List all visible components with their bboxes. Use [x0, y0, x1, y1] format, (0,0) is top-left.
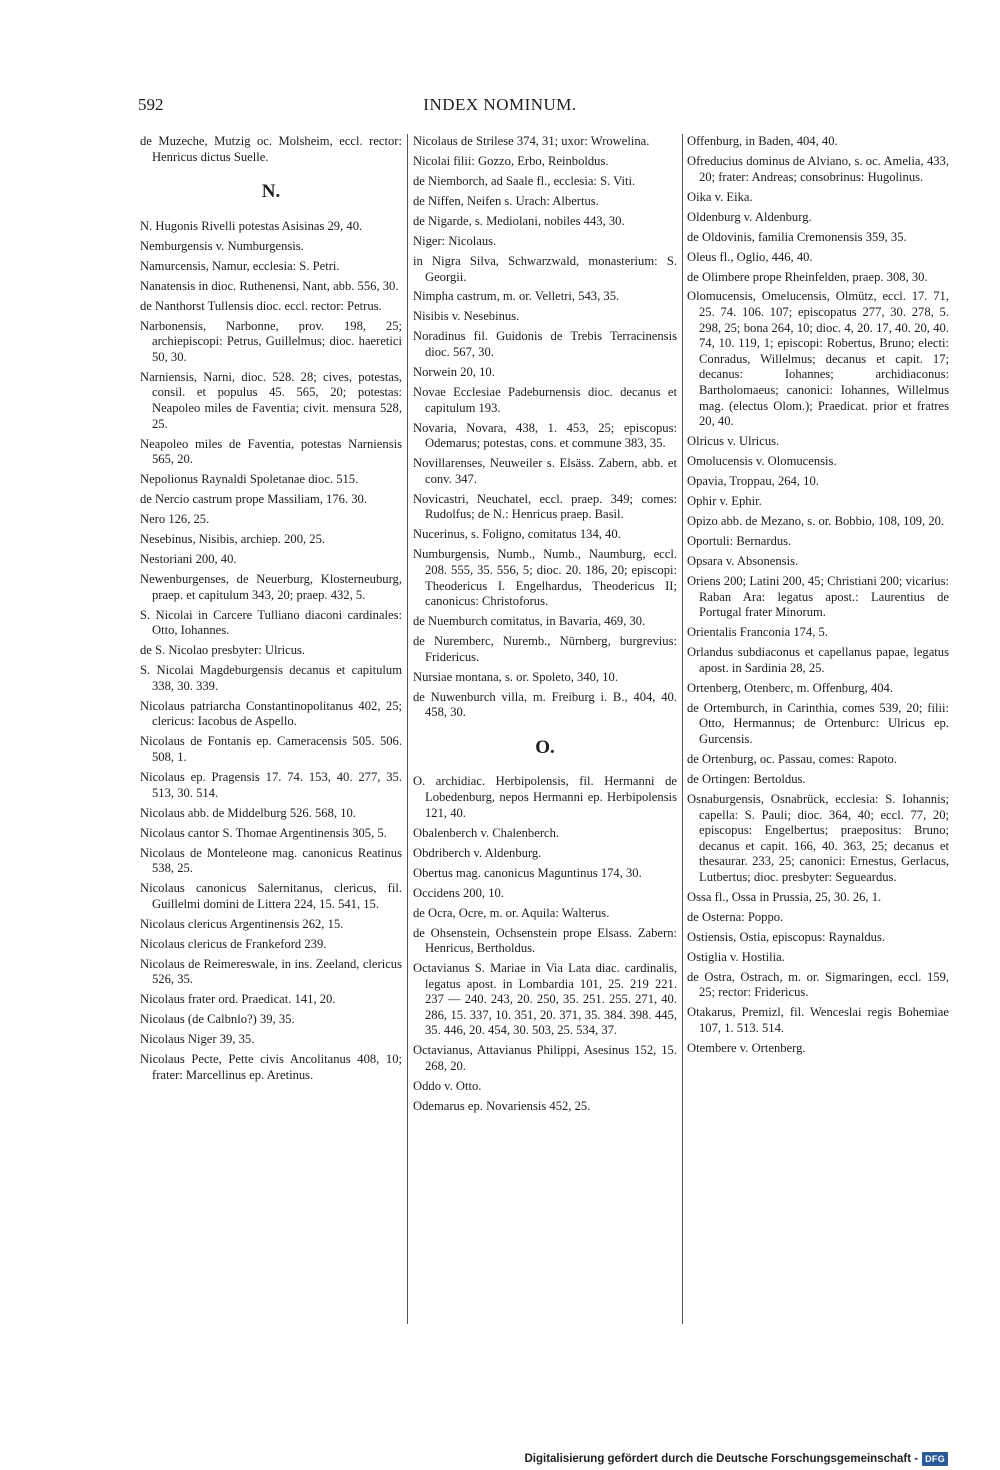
index-entry: Nicolaus Pecte, Pette civis Ancolitanus 408, 10; frater: Marcellinus ep. Aretinus. — [140, 1052, 402, 1082]
index-entry: Octavianus, Attavianus Philippi, Asesinus 152, 15. 268, 20. — [413, 1043, 677, 1074]
index-entry: Ostiglia v. Hostilia. — [687, 949, 785, 964]
index-entry: Otembere v. Ortenberg. — [687, 1041, 806, 1056]
index-entry: Nicolai filii: Gozzo, Erbo, Reinboldus. — [413, 153, 609, 168]
index-entry: Oleus fl., Oglio, 446, 40. — [687, 249, 813, 264]
index-entry: Odemarus ep. Novariensis 452, 25. — [413, 1099, 591, 1113]
index-entry: Orlandus subdiaconus et capellanus papae, legatus apost. in Sardinia 28, 25. — [687, 645, 949, 675]
index-entry: de Nercio castrum prope Massiliam, 176. 30. — [140, 492, 367, 507]
column-rule — [682, 134, 683, 1324]
index-entry: de Ostra, Ostrach, m. or. Sigmaringen, eccl. 159, 25; rector: Fridericus. — [687, 969, 949, 1000]
index-entry: Nimpha castrum, m. or. Velletri, 543, 35. — [413, 289, 620, 304]
index-entry: Opavia, Troppau, 264, 10. — [687, 474, 819, 489]
index-entry: de Ohsenstein, Ochsenstein prope Elsass. Zabern: Henricus, Bertholdus. — [413, 925, 677, 956]
index-entry: in Nigra Silva, Schwarzwald, monasterium: S. Georgii. — [413, 253, 677, 284]
index-entry: Nisibis v. Nesebinus. — [413, 309, 520, 324]
dfg-logo: DFG — [922, 1452, 948, 1466]
index-entry: Novae Ecclesiae Padeburnensis dioc. decanus et capitulum 193. — [413, 385, 677, 415]
index-entry: Ofreducius dominus de Alviano, s. oc. Amelia, 433, 20; frater: Andreas; consobrinus: Hugolinus. — [687, 153, 949, 184]
index-entry: Novaria, Novara, 438, 1. 453, 25; episcopus: Odemarus; potestas, cons. et commune 383, 35. — [413, 420, 677, 451]
index-entry: Nicolaus patriarcha Constantinopolitanus 402, 25; clericus: Iacobus de Aspello. — [140, 698, 402, 729]
index-entry: de Nuremberc, Nuremb., Nürnberg, burgrevius: Fridericus. — [413, 634, 677, 664]
index-entry: Omolucensis v. Olomucensis. — [687, 454, 837, 469]
index-entry: Olomucensis, Omelucensis, Olmütz, eccl. 17. 71, 25. 74. 106. 107; episcopatus 277, 30. 278, 5. 298, 25; bona 264, 10; dioc. 4, 20. 17, 40. 20, 40. 74, 10. 119, 1; episcopi: Robertus, Bruno; electi: Conradus, Willelmus; decanus et capit. 17; decanus: Iohannes; archidiaconus: Bartholomaeus; canonici: Iohannes, Willelmus mag. (electus Olom.); Praedicat. prior et fratres 20, 40. — [687, 289, 949, 429]
index-entry: de S. Nicolao presbyter: Ulricus. — [140, 643, 306, 658]
index-entry: S. Nicolai in Carcere Tulliano diaconi cardinales: Otto, Iohannes. — [140, 607, 402, 638]
index-entry: de Nanthorst Tullensis dioc. eccl. rector: Petrus. — [140, 298, 382, 313]
index-entry: de Oldovinis, familia Cremonensis 359, 35. — [687, 229, 907, 244]
index-entry: Nicolaus de Reimereswale, in ins. Zeeland, clericus 526, 35. — [140, 956, 402, 987]
index-entry: Nicolaus de Fontanis ep. Cameracensis 505. 506. 508, 1. — [140, 734, 402, 765]
index-entry: Obdriberch v. Aldenburg. — [413, 845, 542, 860]
index-entry: de Nuemburch comitatus, in Bavaria, 469, 30. — [413, 614, 646, 629]
index-entry: Neapoleo miles de Faventia, potestas Narniensis 565, 20. — [140, 436, 402, 467]
index-entry: Occidens 200, 10. — [413, 885, 504, 900]
index-entry: Nero 126, 25. — [140, 512, 210, 527]
index-entry: de Ortingen: Bertoldus. — [687, 771, 806, 786]
index-entry: Novillarenses, Neuweiler s. Elsäss. Zabern, abb. et conv. 347. — [413, 456, 677, 486]
index-entry: Norwein 20, 10. — [413, 365, 495, 380]
index-entry: Ostiensis, Ostia, episcopus: Raynaldus. — [687, 929, 885, 944]
index-entry: Opsara v. Absonensis. — [687, 554, 799, 569]
index-entry: Nicolaus de Monteleone mag. canonicus Reatinus 538, 25. — [140, 845, 402, 876]
index-column-3 — [687, 134, 949, 1061]
index-entry: Nemburgensis v. Numburgensis. — [140, 238, 304, 253]
section-letter: N. — [261, 181, 281, 203]
index-entry: de Niffen, Neifen s. Urach: Albertus. — [413, 193, 599, 208]
index-entry: Niger: Nicolaus. — [413, 233, 497, 248]
index-entry: Nicolaus ep. Pragensis 17. 74. 153, 40. 277, 35. 513, 30. 514. — [140, 770, 402, 800]
index-entry: Noradinus fil. Guidonis de Trebis Terracinensis dioc. 567, 30. — [413, 329, 677, 360]
page-number: 592 — [138, 95, 164, 114]
index-entry: Oddo v. Otto. — [413, 1079, 482, 1094]
index-entry: Nicolaus clericus Argentinensis 262, 15. — [140, 916, 344, 931]
index-entry: Nicolaus Niger 39, 35. — [140, 1032, 255, 1047]
index-column-2 — [413, 134, 677, 1119]
index-entry: Olricus v. Ulricus. — [687, 434, 780, 449]
index-entry: Osnaburgensis, Osnabrück, ecclesia: S. Iohannis; capella: S. Pauli; dioc. 364, 40; eccl. 77, 20; episcopus: Engelbertus; praepositus: Bruno; decanus et capit. 166, 40. 363, 25; decanus et thesaurar. 233, 25; canonici: Ernestus, Gerlacus, Lutbertus; dioc. presbyter: Segueardus. — [687, 791, 949, 884]
index-entry: Oportuli: Bernardus. — [687, 534, 792, 549]
index-entry: Nursiae montana, s. or. Spoleto, 340, 10. — [413, 669, 618, 684]
index-entry: Nesebinus, Nisibis, archiep. 200, 25. — [140, 532, 326, 547]
index-entry: Nucerinus, s. Foligno, comitatus 134, 40. — [413, 527, 621, 542]
index-entry: de Ortenburg, oc. Passau, comes: Rapoto. — [687, 752, 897, 766]
index-entry: Narniensis, Narni, dioc. 528. 28; cives, potestas, consil. et populus 45. 565, 20; potestas: Neapoleo miles de Faventia; civit. mensura 528, 25. — [140, 369, 402, 431]
index-entry: de Ortemburch, in Carinthia, comes 539, 20; filii: Otto, Hermannus; de Ortenburc: Ulricus ep. Gurcensis. — [687, 700, 949, 747]
index-entry: N. Hugonis Rivelli potestas Asisinas 29, 40. — [140, 218, 363, 233]
index-entry: Nestoriani 200, 40. — [140, 552, 237, 567]
index-entry: Offenburg, in Baden, 404, 40. — [687, 134, 838, 148]
index-entry: Nicolaus cantor S. Thomae Argentinensis 305, 5. — [140, 825, 387, 840]
index-entry: Nicolaus frater ord. Praedicat. 141, 20. — [140, 992, 336, 1007]
index-entry: de Olimbere prope Rheinfelden, praep. 308, 30. — [687, 269, 928, 284]
index-entry: Nepolionus Raynaldi Spoletanae dioc. 515. — [140, 472, 359, 487]
index-entry: Otakarus, Premizl, fil. Wenceslai regis Bohemiae 107, 1. 513. 514. — [687, 1005, 949, 1036]
index-entry: Oldenburg v. Aldenburg. — [687, 209, 812, 224]
index-column-1 — [140, 134, 402, 1088]
index-entry: Orientalis Franconia 174, 5. — [687, 625, 828, 640]
index-entry: Novicastri, Neuchatel, eccl. praep. 349; comes: Rudolfus; de N.: Henricus praep. Basil. — [413, 491, 677, 522]
index-entry: Nicolaus de Strilese 374, 31; uxor: Wrowelina. — [413, 134, 650, 148]
index-entry: Namurcensis, Namur, ecclesia: S. Petri. — [140, 258, 340, 273]
index-entry: Newenburgenses, de Neuerburg, Klosterneuburg, praep. et capitulum 343, 20; praep. 432, 5. — [140, 572, 402, 602]
index-entry: Ortenberg, Otenberc, m. Offenburg, 404. — [687, 680, 893, 695]
column-rule — [407, 134, 408, 1324]
footer-text: Digitalisierung gefördert durch die Deutsche Forschungsgemeinschaft - — [524, 1453, 919, 1465]
index-entry: O. archidiac. Herbipolensis, fil. Hermanni de Lobedenburg, nepos Hermanni ep. Herbipolensis 121, 40. — [413, 774, 677, 820]
index-entry: Octavianus S. Mariae in Via Lata diac. cardinalis, legatus apost. in Lombardia 101, 25. 219 221. 237 — 240. 243, 20. 250, 35. 251. 255. 271, 40. 286, 15. 337, 10. 351, 20. 371, 35. 384. 398. 445, 35. 446, 20. 454, 30. 503, 25. 534, 37. — [413, 961, 677, 1038]
index-entry: S. Nicolai Magdeburgensis decanus et capitulum 338, 30. 339. — [140, 663, 402, 693]
footer — [524, 1452, 948, 1466]
index-entry: Nicolaus canonicus Salernitanus, clericus, fil. Guillelmi domini de Littera 224, 15. 541, 15. — [140, 881, 402, 911]
running-title: INDEX NOMINUM. — [423, 95, 577, 114]
index-entry: Narbonensis, Narbonne, prov. 198, 25; archiepiscopi: Petrus, Guillelmus; dioc. haeretici 50, 30. — [140, 318, 402, 364]
index-entry: Obalenberch v. Chalenberch. — [413, 825, 560, 840]
index-entry: de Nuwenburch villa, m. Freiburg i. B., 404, 40. 458, 30. — [413, 689, 677, 720]
index-entry: Oriens 200; Latini 200, 45; Christiani 200; vicarius: Raban Ara: legatus apost.: Laurentius de Portugal frater Minorum. — [687, 574, 949, 620]
index-entry: Nicolaus clericus de Frankeford 239. — [140, 936, 327, 951]
section-letter: O. — [535, 736, 555, 758]
index-entry: Nanatensis in dioc. Ruthenensi, Nant, abb. 556, 30. — [140, 278, 399, 293]
index-entry: de Osterna: Poppo. — [687, 909, 784, 924]
index-entry: de Nigarde, s. Mediolani, nobiles 443, 30. — [413, 213, 625, 228]
index-entry: Opizo abb. de Mezano, s. or. Bobbio, 108, 109, 20. — [687, 514, 945, 529]
index-entry: Ossa fl., Ossa in Prussia, 25, 30. 26, 1. — [687, 889, 882, 904]
index-entry: de Niemborch, ad Saale fl., ecclesia: S. Viti. — [413, 173, 636, 188]
index-entry: Oika v. Eika. — [687, 189, 753, 204]
index-entry: Numburgensis, Numb., Numb., Naumburg, eccl. 208. 555, 35. 556, 5; dioc. 20. 186, 20; episcopi: Theodericus I. Engelhardus, Theodericus II; canonicus: Christoforus. — [413, 547, 677, 609]
index-entry: Nicolaus (de Calbnlo?) 39, 35. — [140, 1012, 295, 1027]
index-entry: Ophir v. Ephir. — [687, 494, 762, 509]
index-entry: Obertus mag. canonicus Maguntinus 174, 30. — [413, 865, 642, 880]
index-entry: de Muzeche, Mutzig oc. Molsheim, eccl. rector: Henricus dictus Suelle. — [140, 134, 402, 164]
index-entry: de Ocra, Ocre, m. or. Aquila: Walterus. — [413, 905, 610, 920]
index-entry: Nicolaus abb. de Middelburg 526. 568, 10. — [140, 805, 356, 820]
